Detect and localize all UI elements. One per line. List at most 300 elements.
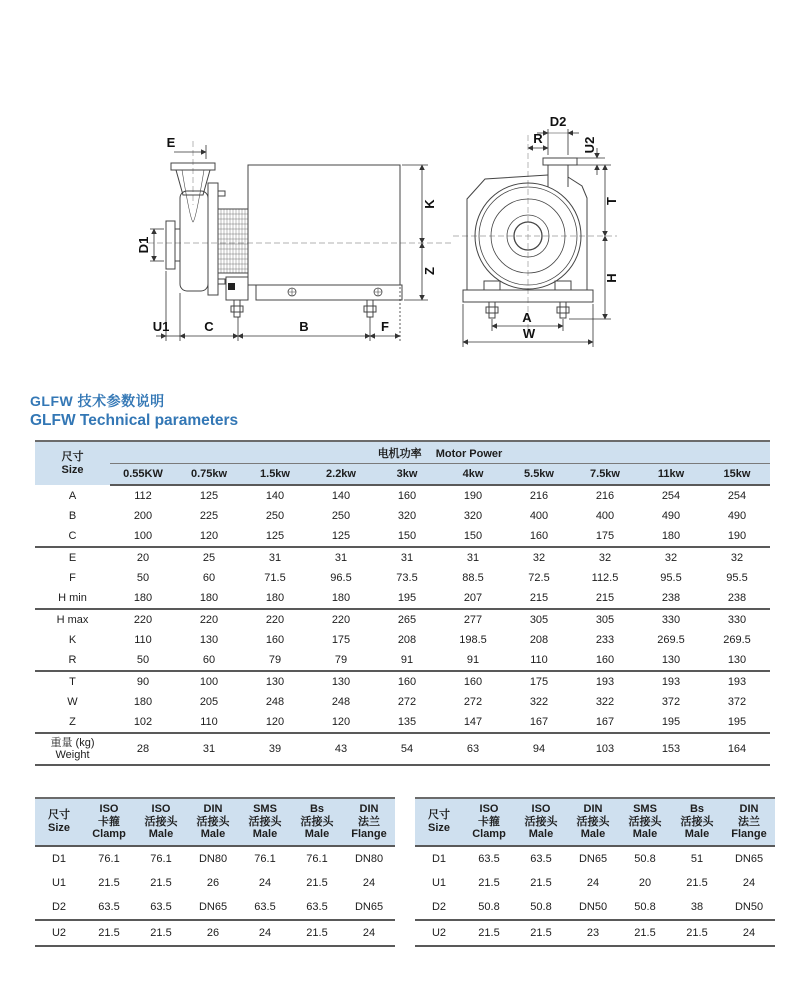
fitting-value: 21.5	[686, 926, 708, 939]
spec-row	[35, 547, 770, 568]
spec-value: 95.5	[660, 572, 682, 584]
spec-value: 195	[397, 592, 417, 604]
spec-value: 277	[463, 614, 483, 626]
fitting-value: DN65	[354, 900, 384, 913]
row-label: D1	[431, 852, 447, 865]
fitting-value: 21.5	[150, 876, 172, 889]
power-col-header: 4kw	[440, 464, 506, 486]
spec-value: 130	[265, 676, 285, 688]
pump-front-view-drawing	[445, 95, 765, 365]
spec-value: 31	[202, 743, 216, 755]
fitting-col-header-line: 活接头	[524, 815, 558, 828]
fitting-row	[35, 895, 395, 920]
fitting-col-header-line: 活接头	[628, 815, 662, 828]
spec-value: 216	[595, 490, 615, 502]
row-label: Z	[69, 716, 76, 728]
row-label: U2	[51, 926, 67, 939]
row-label: H max	[56, 614, 89, 626]
spec-value: 130	[199, 634, 219, 646]
fitting-value: DN50	[578, 900, 608, 913]
dim-label-h: H	[604, 273, 619, 283]
fitting-value: 21.5	[478, 926, 500, 939]
spec-value: 160	[529, 530, 549, 542]
row-label: U1	[51, 876, 67, 889]
spec-value: 248	[265, 696, 285, 708]
spec-value: 130	[661, 654, 681, 666]
spec-value: 31	[466, 552, 480, 564]
row-label: D1	[51, 852, 67, 865]
fitting-value: 24	[742, 926, 756, 939]
spec-value: 167	[595, 716, 615, 728]
main-table-body	[35, 485, 770, 765]
spec-value: 180	[133, 696, 153, 708]
spec-value: 39	[268, 743, 282, 755]
fitting-value: 24	[258, 876, 272, 889]
power-col-header: 5.5kw	[506, 464, 572, 486]
fitting-value: 21.5	[530, 926, 552, 939]
fitting-value: 21.5	[150, 926, 172, 939]
spec-value: 50	[136, 572, 150, 584]
spec-value: 125	[265, 530, 285, 542]
fitting-value: 50.8	[634, 852, 656, 865]
spec-value: 272	[397, 696, 417, 708]
fitting-value: 26	[206, 876, 220, 889]
spec-value: 305	[529, 614, 549, 626]
spec-value: 175	[529, 676, 549, 688]
spec-value: 60	[202, 572, 216, 584]
front-view-geometry	[453, 135, 617, 332]
fitting-col-header	[239, 798, 291, 846]
fitting-col-header-line: Male	[252, 828, 278, 840]
spec-value: 147	[463, 716, 483, 728]
spec-row	[35, 712, 770, 733]
fitting-col-header-line: Male	[684, 828, 710, 840]
spec-value: 220	[133, 614, 153, 626]
fitting-col-header	[723, 798, 775, 846]
spec-value: 31	[334, 552, 348, 564]
spec-value: 193	[727, 676, 747, 688]
spec-value: 400	[529, 510, 549, 522]
spec-value: 208	[397, 634, 417, 646]
fitting-value: DN65	[734, 852, 764, 865]
power-col-header: 0.75kw	[176, 464, 242, 486]
spec-value: 32	[532, 552, 546, 564]
spec-value: 160	[397, 490, 417, 502]
fitting-header-row	[35, 798, 395, 846]
spec-value: 205	[199, 696, 219, 708]
row-label: B	[68, 510, 77, 522]
spec-value: 372	[727, 696, 747, 708]
fitting-col-header-line: Clamp	[472, 828, 506, 840]
spec-value: 103	[595, 743, 615, 755]
spec-value: 322	[595, 696, 615, 708]
fitting-value: 26	[206, 926, 220, 939]
fitting-col-header-line: Bs	[309, 803, 325, 815]
row-label: E	[68, 552, 77, 564]
spec-value: 195	[661, 716, 681, 728]
front-view-dimension-lines	[463, 129, 611, 347]
fitting-col-header-line: ISO	[479, 803, 499, 815]
fitting-col-header-line: ISO	[99, 803, 119, 815]
spec-value: 79	[268, 654, 282, 666]
motor-power-en: Motor Power	[435, 448, 503, 460]
fitting-col-header	[567, 798, 619, 846]
spec-value: 60	[202, 654, 216, 666]
spec-value: 100	[199, 676, 219, 688]
fitting-value: DN65	[578, 852, 608, 865]
spec-value: 110	[200, 716, 218, 728]
fitting-col-header	[187, 798, 239, 846]
fitting-row	[415, 895, 775, 920]
fitting-col-header-line: Size	[47, 821, 70, 834]
spec-value: 91	[466, 654, 480, 666]
fitting-value: DN50	[734, 900, 764, 913]
spec-value: 94	[532, 743, 546, 755]
row-label-cn: 重量 (kg)	[50, 737, 95, 749]
spec-value: 140	[331, 490, 351, 502]
spec-value: 190	[727, 530, 747, 542]
fitting-value: 63.5	[530, 852, 552, 865]
fitting-col-header-line: 尺寸	[428, 809, 450, 822]
fitting-value: 51	[690, 852, 704, 865]
fitting-row	[35, 920, 395, 946]
spec-value: 32	[598, 552, 612, 564]
spec-row	[35, 588, 770, 609]
fitting-col-header-line: 活接头	[680, 815, 714, 828]
spec-value: 198.5	[459, 634, 487, 646]
fitting-value: 38	[690, 900, 704, 913]
dim-label-a: A	[522, 310, 532, 325]
fitting-value: 24	[258, 926, 272, 939]
spec-value: 73.5	[396, 572, 418, 584]
fitting-value: 63.5	[254, 900, 276, 913]
fitting-col-header-line: 活接头	[576, 815, 610, 828]
fitting-value: 63.5	[98, 900, 120, 913]
spec-row	[35, 568, 770, 588]
spec-row	[35, 630, 770, 650]
spec-value: 216	[529, 490, 549, 502]
row-label: C	[68, 530, 77, 542]
spec-row	[35, 526, 770, 547]
row-label: U1	[431, 876, 447, 889]
spec-value: 79	[334, 654, 348, 666]
fitting-col-header-line: DIN	[203, 803, 223, 815]
spec-value: 233	[595, 634, 615, 646]
row-label-en: Weight	[55, 749, 90, 761]
spec-value: 193	[595, 676, 615, 688]
spec-value: 50	[136, 654, 150, 666]
fitting-col-header	[415, 798, 463, 846]
fitting-col-header-line: DIN	[739, 803, 759, 815]
spec-value: 180	[265, 592, 285, 604]
power-col-header: 1.5kw	[242, 464, 308, 486]
fitting-value: 76.1	[98, 852, 120, 865]
spec-value: 31	[268, 552, 282, 564]
spec-value: 120	[331, 716, 351, 728]
motor-power-header	[110, 441, 770, 464]
power-col-header: 15kw	[704, 464, 770, 486]
fitting-col-header-line: 法兰	[358, 815, 380, 828]
fitting-row	[415, 871, 775, 895]
fitting-col-header-line: Male	[580, 828, 606, 840]
fitting-row	[35, 871, 395, 895]
fitting-value: DN65	[198, 900, 228, 913]
row-label: F	[69, 572, 76, 584]
dim-label-b: B	[299, 319, 309, 334]
spec-value: 250	[331, 510, 351, 522]
spec-value: 63	[466, 743, 480, 755]
spec-value: 208	[529, 634, 549, 646]
fitting-col-header-line: Clamp	[92, 828, 126, 840]
spec-value: 490	[661, 510, 681, 522]
fitting-col-header	[671, 798, 723, 846]
row-label: W	[67, 696, 78, 708]
spec-value: 120	[199, 530, 219, 542]
spec-value: 305	[595, 614, 615, 626]
fitting-col-header-line: DIN	[359, 803, 379, 815]
fitting-value: 76.1	[254, 852, 276, 865]
fitting-value: 50.8	[530, 900, 552, 913]
dim-label-k: K	[422, 199, 437, 209]
spec-value: 320	[463, 510, 483, 522]
dim-label-f: F	[381, 319, 389, 334]
spec-value: 130	[331, 676, 351, 688]
fitting-col-header-line: 卡箍	[478, 815, 500, 828]
spec-value: 372	[661, 696, 681, 708]
spec-value: 490	[727, 510, 747, 522]
spec-value: 195	[727, 716, 747, 728]
fitting-value: 21.5	[530, 876, 552, 889]
fitting-value: 63.5	[306, 900, 328, 913]
dim-label-r: R	[533, 131, 543, 146]
fitting-header-row	[415, 798, 775, 846]
fitting-value: 63.5	[478, 852, 500, 865]
section-heading	[30, 391, 238, 430]
power-col-header: 3kw	[374, 464, 440, 486]
fitting-col-header-line: 尺寸	[48, 809, 70, 822]
spec-value: 254	[727, 490, 747, 502]
spec-row	[35, 609, 770, 630]
spec-value: 200	[133, 510, 153, 522]
spec-row	[35, 692, 770, 712]
fitting-col-header	[619, 798, 671, 846]
power-col-header: 2.2kw	[308, 464, 374, 486]
spec-value: 180	[199, 592, 219, 604]
spec-value: 269.5	[657, 634, 685, 646]
spec-value: 400	[595, 510, 615, 522]
spec-value: 207	[463, 592, 483, 604]
spec-value: 160	[463, 676, 483, 688]
spec-value: 125	[199, 490, 219, 502]
fitting-value: 24	[742, 876, 756, 889]
size-header-cn: 尺寸	[61, 450, 84, 463]
motor-power-cn: 电机功率	[377, 448, 422, 460]
fitting-col-header	[515, 798, 567, 846]
spec-value: 91	[400, 654, 414, 666]
spec-value: 140	[265, 490, 285, 502]
fitting-col-header-line: 活接头	[144, 815, 178, 828]
dim-label-w: W	[522, 326, 536, 341]
row-label: H min	[58, 592, 87, 604]
fitting-value: 20	[638, 876, 652, 889]
power-col-header: 0.55KW	[110, 464, 176, 486]
fitting-value: 50.8	[478, 900, 500, 913]
spec-value: 112.5	[591, 572, 619, 584]
row-label: D2	[431, 900, 447, 913]
spec-value: 193	[661, 676, 681, 688]
spec-value: 90	[136, 676, 150, 688]
heading-english: GLFW Technical parameters	[30, 412, 239, 429]
heading-chinese: GLFW 技术参数说明	[30, 393, 165, 409]
spec-value: 43	[334, 743, 348, 755]
fitting-col-header-line: Bs	[689, 803, 705, 815]
fitting-value: 76.1	[150, 852, 172, 865]
spec-value: 322	[529, 696, 549, 708]
fitting-col-header-line: SMS	[253, 803, 277, 815]
spec-value: 125	[331, 530, 351, 542]
dim-label-e: E	[166, 135, 176, 150]
fitting-value: 21.5	[98, 926, 120, 939]
spec-value: 320	[397, 510, 417, 522]
fitting-col-header	[291, 798, 343, 846]
spec-value: 164	[727, 743, 747, 755]
fitting-value: 21.5	[478, 876, 500, 889]
dim-label-d2: D2	[549, 114, 567, 129]
spec-value: 254	[661, 490, 681, 502]
main-table-header	[35, 441, 770, 485]
spec-value: 160	[265, 634, 285, 646]
fitting-col-header	[135, 798, 187, 846]
spec-value: 330	[661, 614, 681, 626]
spec-value: 96.5	[330, 572, 352, 584]
fitting-col-header-line: 法兰	[738, 815, 760, 828]
fitting-col-header-line: 活接头	[196, 815, 230, 828]
spec-value: 120	[265, 716, 285, 728]
fitting-col-header-line: Flange	[351, 828, 387, 840]
spec-value: 32	[664, 552, 678, 564]
size-header-en: Size	[61, 463, 84, 476]
fitting-value: 21.5	[686, 876, 708, 889]
fitting-row	[415, 846, 775, 871]
fitting-value: 24	[362, 926, 376, 939]
spec-value: 88.5	[462, 572, 484, 584]
row-label	[35, 733, 110, 765]
row-label: A	[68, 489, 77, 502]
spec-value: 167	[529, 716, 549, 728]
spec-value: 31	[400, 552, 414, 564]
fitting-value: 76.1	[306, 852, 328, 865]
row-label: K	[68, 634, 77, 646]
spec-value: 250	[265, 510, 285, 522]
pump-side-view-drawing	[60, 95, 460, 365]
spec-value: 220	[331, 614, 351, 626]
fitting-col-header-line: Male	[304, 828, 330, 840]
technical-parameters-table	[35, 440, 770, 766]
dim-label-t: T	[604, 197, 619, 205]
fitting-row	[35, 846, 395, 871]
spec-row	[35, 671, 770, 692]
spec-value: 190	[463, 490, 483, 502]
spec-value: 265	[397, 614, 417, 626]
spec-value: 130	[727, 654, 747, 666]
spec-value: 215	[595, 592, 615, 604]
spec-value: 28	[136, 743, 150, 755]
fitting-col-header-line: Male	[148, 828, 174, 840]
fitting-value: 24	[362, 876, 376, 889]
fitting-col-header-line: ISO	[151, 803, 171, 815]
side-view-geometry	[148, 141, 452, 317]
spec-row	[35, 485, 770, 506]
spec-row	[35, 733, 770, 765]
spec-value: 160	[397, 676, 417, 688]
row-label: R	[68, 654, 77, 666]
fitting-col-header-line: 活接头	[300, 815, 334, 828]
fitting-col-header	[343, 798, 395, 846]
spec-value: 112	[134, 490, 152, 502]
spec-value: 175	[595, 530, 615, 542]
spec-value: 248	[331, 696, 351, 708]
fitting-value: 21.5	[98, 876, 120, 889]
spec-value: 100	[133, 530, 153, 542]
fitting-value: 21.5	[306, 926, 328, 939]
fitting-col-header-line: ISO	[531, 803, 551, 815]
spec-value: 180	[661, 530, 681, 542]
spec-value: 220	[265, 614, 285, 626]
fitting-col-header-line: Male	[528, 828, 554, 840]
spec-value: 72.5	[528, 572, 550, 584]
fitting-value: DN80	[198, 852, 228, 865]
fitting-value: DN80	[354, 852, 384, 865]
fitting-col-header	[83, 798, 135, 846]
fitting-col-header	[463, 798, 515, 846]
fitting-value: 63.5	[150, 900, 172, 913]
fitting-col-header-line: DIN	[583, 803, 603, 815]
spec-value: 150	[463, 530, 483, 542]
spec-value: 25	[202, 552, 216, 564]
spec-value: 272	[463, 696, 483, 708]
power-col-header: 7.5kw	[572, 464, 638, 486]
fitting-value: 50.8	[634, 900, 656, 913]
dim-label-c: C	[204, 319, 214, 334]
spec-value: 32	[730, 552, 744, 564]
spec-value: 153	[661, 743, 681, 755]
row-label: T	[69, 676, 76, 688]
row-label: U2	[431, 926, 447, 939]
spec-value: 135	[397, 716, 417, 728]
fitting-col-header-line: 卡箍	[98, 815, 120, 828]
spec-value: 269.5	[723, 634, 751, 646]
spec-value: 71.5	[264, 572, 286, 584]
spec-value: 110	[134, 634, 152, 646]
fitting-value: 21.5	[634, 926, 656, 939]
spec-row	[35, 506, 770, 526]
fitting-value: 21.5	[306, 876, 328, 889]
dim-label-z: Z	[422, 267, 437, 275]
row-label: D2	[51, 900, 67, 913]
fitting-table	[415, 797, 775, 947]
spec-value: 330	[727, 614, 747, 626]
spec-value: 95.5	[726, 572, 748, 584]
power-col-header: 11kw	[638, 464, 704, 486]
fitting-col-header-line: Size	[427, 821, 450, 834]
spec-value: 102	[133, 716, 153, 728]
fitting-col-header-line: Flange	[731, 828, 767, 840]
spec-value: 175	[331, 634, 351, 646]
fitting-value: 24	[586, 876, 600, 889]
spec-value: 238	[727, 592, 747, 604]
size-column-header	[35, 441, 110, 485]
dim-label-d1: D1	[136, 236, 151, 254]
